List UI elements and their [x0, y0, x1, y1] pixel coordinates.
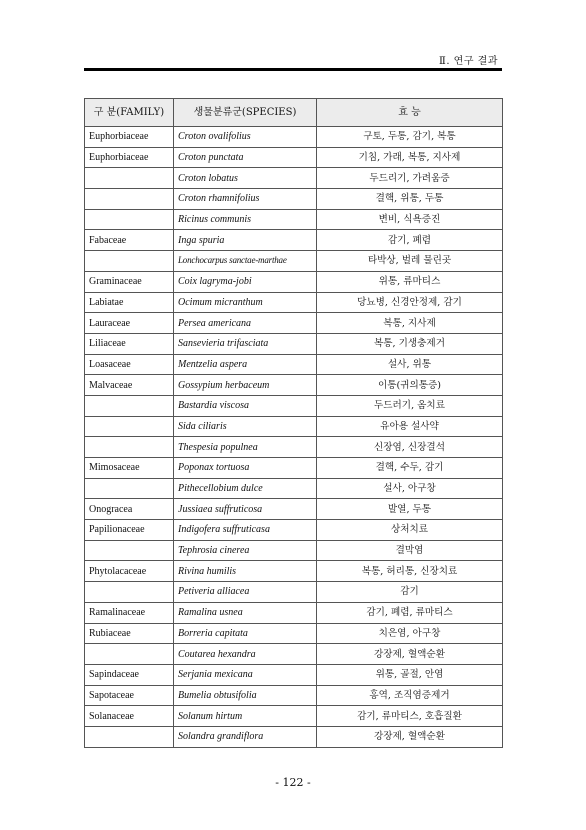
effect-cell: 설사, 위통 [317, 354, 503, 375]
family-cell: Euphorbiaceae [85, 127, 174, 148]
species-cell: Persea americana [174, 313, 317, 334]
table-row [85, 582, 503, 603]
table-row [85, 168, 503, 189]
family-cell: Sapindaceae [85, 664, 174, 685]
page-number: - 122 - [275, 776, 311, 789]
species-cell: Bumelia obtusifolia [174, 685, 317, 706]
species-cell: Ramalina usnea [174, 602, 317, 623]
effect-cell: 감기 [317, 582, 503, 603]
effect-cell: 감기, 폐렴 [317, 230, 503, 251]
table-row [85, 395, 503, 416]
effect-cell: 감기, 류마티스, 호흡질환 [317, 706, 503, 727]
effect-cell: 감기, 폐렴, 류마티스 [317, 602, 503, 623]
effect-cell: 복통, 기생충제거 [317, 333, 503, 354]
family-cell: Graminaceae [85, 271, 174, 292]
table-row [85, 313, 503, 334]
family-cell [85, 644, 174, 665]
table-row [85, 726, 503, 747]
species-cell: Serjania mexicana [174, 664, 317, 685]
table-row [85, 292, 503, 313]
family-cell [85, 540, 174, 561]
species-cell: Petiveria alliacea [174, 582, 317, 603]
table-row [85, 416, 503, 437]
table-row [85, 230, 503, 251]
effect-cell: 결핵, 위통, 두통 [317, 189, 503, 210]
family-cell: Lauraceae [85, 313, 174, 334]
family-cell: Liliaceae [85, 333, 174, 354]
species-cell: Rivina humilis [174, 561, 317, 582]
family-cell: Solanaceae [85, 706, 174, 727]
family-cell: Phytolacaceae [85, 561, 174, 582]
effect-cell: 위통, 골절, 안염 [317, 664, 503, 685]
effect-cell: 복통, 지사제 [317, 313, 503, 334]
species-cell: Jussiaea suffruticosa [174, 499, 317, 520]
species-cell: Inga spuria [174, 230, 317, 251]
table-row [85, 499, 503, 520]
species-cell: Ocimum micranthum [174, 292, 317, 313]
species-cell: Bastardia viscosa [174, 395, 317, 416]
table-row [85, 540, 503, 561]
table-row [85, 354, 503, 375]
medicinal-plants-table [84, 98, 503, 748]
effect-cell: 설사, 아구창 [317, 478, 503, 499]
family-cell [85, 395, 174, 416]
family-cell: Rubiaceae [85, 623, 174, 644]
column-header-family: 구 분(FAMILY) [85, 99, 174, 127]
species-cell: Sida ciliaris [174, 416, 317, 437]
header-rule [84, 68, 502, 71]
species-cell: Ricinus communis [174, 209, 317, 230]
effect-cell: 이통(귀의통증) [317, 375, 503, 396]
family-cell: Papilionaceae [85, 520, 174, 541]
effect-cell: 신장염, 신장결석 [317, 437, 503, 458]
effect-cell: 유아용 설사약 [317, 416, 503, 437]
family-cell: Sapotaceae [85, 685, 174, 706]
effect-cell: 위통, 류마티스 [317, 271, 503, 292]
family-cell [85, 478, 174, 499]
family-cell [85, 726, 174, 747]
table-row [85, 706, 503, 727]
table-row [85, 602, 503, 623]
effect-cell: 강장제, 혈액순환 [317, 726, 503, 747]
family-cell [85, 209, 174, 230]
table-row [85, 644, 503, 665]
family-cell [85, 437, 174, 458]
effect-cell: 기침, 가래, 복통, 지사제 [317, 147, 503, 168]
species-cell: Croton punctata [174, 147, 317, 168]
species-cell: Borreria capitata [174, 623, 317, 644]
family-cell [85, 416, 174, 437]
effect-cell: 두드러기, 옴치료 [317, 395, 503, 416]
effect-cell: 타박상, 벌레 물린곳 [317, 251, 503, 272]
table-row [85, 251, 503, 272]
species-cell: Coix lagryma-jobi [174, 271, 317, 292]
effect-cell: 발열, 두통 [317, 499, 503, 520]
table-row [85, 147, 503, 168]
family-cell: Loasaceae [85, 354, 174, 375]
effect-cell: 구토, 두통, 감기, 복통 [317, 127, 503, 148]
table-row [85, 685, 503, 706]
table-row [85, 561, 503, 582]
effect-cell: 치은염, 아구창 [317, 623, 503, 644]
table-row [85, 375, 503, 396]
effect-cell: 강장제, 혈액순환 [317, 644, 503, 665]
table-row [85, 520, 503, 541]
table-row [85, 271, 503, 292]
effect-cell: 복통, 허리통, 신장치료 [317, 561, 503, 582]
species-cell: Lonchocarpus sanctae-marthae [174, 251, 317, 272]
table-row [85, 189, 503, 210]
family-cell [85, 189, 174, 210]
table-row [85, 209, 503, 230]
family-cell: Euphorbiaceae [85, 147, 174, 168]
table-row [85, 437, 503, 458]
species-cell: Indigofera suffruticasa [174, 520, 317, 541]
running-header: Ⅱ. 연구 결과 [439, 56, 498, 67]
family-cell [85, 582, 174, 603]
effect-cell: 변비, 식욕증진 [317, 209, 503, 230]
effect-cell: 당뇨병, 신경안정제, 감기 [317, 292, 503, 313]
table-row [85, 333, 503, 354]
species-cell: Mentzelia aspera [174, 354, 317, 375]
species-cell: Coutarea hexandra [174, 644, 317, 665]
species-cell: Solandra grandiflora [174, 726, 317, 747]
effect-cell: 결핵, 수두, 감기 [317, 458, 503, 479]
effect-cell: 두드리기, 가려움증 [317, 168, 503, 189]
column-header-effect: 효 능 [317, 99, 503, 127]
family-cell: Fabaceae [85, 230, 174, 251]
table-row [85, 623, 503, 644]
species-cell: Pithecellobium dulce [174, 478, 317, 499]
effect-cell: 결막염 [317, 540, 503, 561]
table-row [85, 478, 503, 499]
family-cell: Labiatae [85, 292, 174, 313]
family-cell [85, 168, 174, 189]
table-header-row [85, 99, 503, 127]
table-row [85, 127, 503, 148]
species-cell: Croton rhamnifolius [174, 189, 317, 210]
family-cell: Ramalinaceae [85, 602, 174, 623]
effect-cell: 상처치료 [317, 520, 503, 541]
species-cell: Thespesia populnea [174, 437, 317, 458]
table-row [85, 664, 503, 685]
species-cell: Croton ovalifolius [174, 127, 317, 148]
species-cell: Poponax tortuosa [174, 458, 317, 479]
species-cell: Solanum hirtum [174, 706, 317, 727]
column-header-species: 생물분류군(SPECIES) [174, 99, 317, 127]
family-cell: Mimosaceae [85, 458, 174, 479]
species-cell: Gossypium herbaceum [174, 375, 317, 396]
species-cell: Sansevieria trifasciata [174, 333, 317, 354]
effect-cell: 홍역, 조직염증제거 [317, 685, 503, 706]
species-cell: Tephrosia cinerea [174, 540, 317, 561]
family-cell: Onogracea [85, 499, 174, 520]
table-row [85, 458, 503, 479]
family-cell: Malvaceae [85, 375, 174, 396]
species-cell: Croton lobatus [174, 168, 317, 189]
family-cell [85, 251, 174, 272]
